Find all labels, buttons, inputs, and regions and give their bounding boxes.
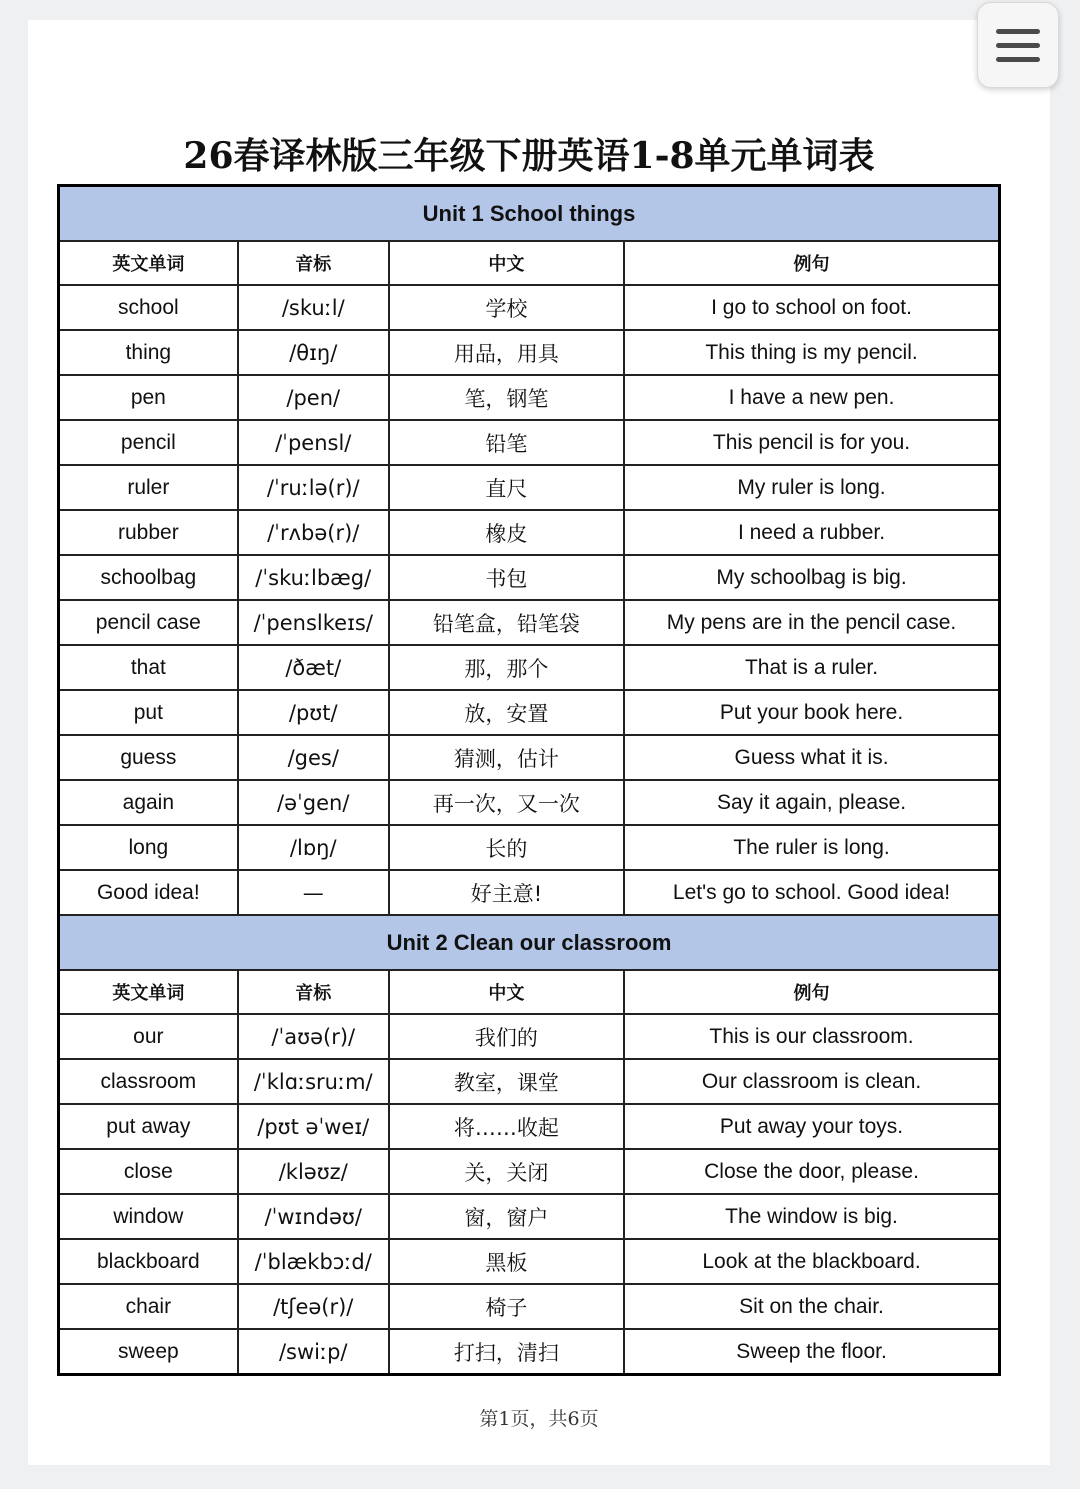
vocabulary-table [57, 184, 1001, 1376]
chinese-meaning-cell: 用品，用具 [389, 330, 624, 375]
english-word-cell: long [59, 825, 238, 870]
english-word-cell: window [59, 1194, 238, 1239]
chinese-meaning-cell: 书包 [389, 555, 624, 600]
phonetic-cell: /pʊt əˈweɪ/ [238, 1104, 389, 1149]
english-word-cell: thing [59, 330, 238, 375]
table-row [59, 780, 1000, 825]
example-sentence-cell: Let's go to school. Good idea! [624, 870, 999, 915]
example-sentence-cell: My ruler is long. [624, 465, 999, 510]
example-sentence-cell: My schoolbag is big. [624, 555, 999, 600]
chinese-meaning-cell: 铅笔 [389, 420, 624, 465]
table-row [59, 375, 1000, 420]
column-header: 例句 [624, 241, 999, 285]
english-word-cell: put [59, 690, 238, 735]
example-sentence-cell: Sweep the floor. [624, 1329, 999, 1375]
english-word-cell: close [59, 1149, 238, 1194]
table-row [59, 285, 1000, 330]
unit-header-row [59, 915, 1000, 970]
english-word-cell: classroom [59, 1059, 238, 1104]
table-row [59, 1194, 1000, 1239]
column-header: 音标 [238, 241, 389, 285]
example-sentence-cell: That is a ruler. [624, 645, 999, 690]
chinese-meaning-cell: 铅笔盒，铅笔袋 [389, 600, 624, 645]
english-word-cell: rubber [59, 510, 238, 555]
example-sentence-cell: Put away your toys. [624, 1104, 999, 1149]
chinese-meaning-cell: 好主意! [389, 870, 624, 915]
phonetic-cell: /ˈklɑːsruːm/ [238, 1059, 389, 1104]
chinese-meaning-cell: 关，关闭 [389, 1149, 624, 1194]
example-sentence-cell: Our classroom is clean. [624, 1059, 999, 1104]
menu-button[interactable] [977, 2, 1059, 88]
column-header: 英文单词 [59, 970, 238, 1014]
english-word-cell: again [59, 780, 238, 825]
english-word-cell: sweep [59, 1329, 238, 1375]
english-word-cell: blackboard [59, 1239, 238, 1284]
english-word-cell: pencil [59, 420, 238, 465]
phonetic-cell: /pʊt/ [238, 690, 389, 735]
phonetic-cell: /ˈaʊə(r)/ [238, 1014, 389, 1059]
phonetic-cell: /kləʊz/ [238, 1149, 389, 1194]
chinese-meaning-cell: 黑板 [389, 1239, 624, 1284]
english-word-cell: guess [59, 735, 238, 780]
table-row [59, 465, 1000, 510]
english-word-cell: schoolbag [59, 555, 238, 600]
example-sentence-cell: Guess what it is. [624, 735, 999, 780]
column-header-row [59, 970, 1000, 1014]
chinese-meaning-cell: 椅子 [389, 1284, 624, 1329]
english-word-cell: put away [59, 1104, 238, 1149]
example-sentence-cell: Put your book here. [624, 690, 999, 735]
example-sentence-cell: I go to school on foot. [624, 285, 999, 330]
hamburger-menu-icon-bar [996, 43, 1040, 48]
phonetic-cell: /tʃeə(r)/ [238, 1284, 389, 1329]
example-sentence-cell: Sit on the chair. [624, 1284, 999, 1329]
chinese-meaning-cell: 那，那个 [389, 645, 624, 690]
chinese-meaning-cell: 猜测，估计 [389, 735, 624, 780]
table-row [59, 1239, 1000, 1284]
chinese-meaning-cell: 将……收起 [389, 1104, 624, 1149]
table-row [59, 825, 1000, 870]
example-sentence-cell: This thing is my pencil. [624, 330, 999, 375]
chinese-meaning-cell: 教室，课堂 [389, 1059, 624, 1104]
english-word-cell: chair [59, 1284, 238, 1329]
phonetic-cell: /lɒŋ/ [238, 825, 389, 870]
example-sentence-cell: This is our classroom. [624, 1014, 999, 1059]
phonetic-cell: /ˈruːlə(r)/ [238, 465, 389, 510]
page-footer: 第1页，共6页 [479, 1408, 599, 1430]
chinese-meaning-cell: 再一次，又一次 [389, 780, 624, 825]
table-row [59, 870, 1000, 915]
table-row [59, 510, 1000, 555]
column-header: 中文 [389, 241, 624, 285]
example-sentence-cell: I need a rubber. [624, 510, 999, 555]
english-word-cell: Good idea! [59, 870, 238, 915]
chinese-meaning-cell: 打扫，清扫 [389, 1329, 624, 1375]
phonetic-cell: /ðæt/ [238, 645, 389, 690]
phonetic-cell: /θɪŋ/ [238, 330, 389, 375]
chinese-meaning-cell: 学校 [389, 285, 624, 330]
phonetic-cell: /pen/ [238, 375, 389, 420]
table-row [59, 645, 1000, 690]
phonetic-cell: /əˈgen/ [238, 780, 389, 825]
chinese-meaning-cell: 长的 [389, 825, 624, 870]
hamburger-menu-icon [996, 29, 1040, 34]
chinese-meaning-cell: 笔，钢笔 [389, 375, 624, 420]
phonetic-cell: /ˈpensl/ [238, 420, 389, 465]
unit-title: Unit 2 Clean our classroom [59, 915, 1000, 970]
example-sentence-cell: Say it again, please. [624, 780, 999, 825]
table-row [59, 735, 1000, 780]
chinese-meaning-cell: 我们的 [389, 1014, 624, 1059]
table-row [59, 420, 1000, 465]
table-row [59, 1059, 1000, 1104]
column-header: 英文单词 [59, 241, 238, 285]
phonetic-cell: /ˈwɪndəʊ/ [238, 1194, 389, 1239]
chinese-meaning-cell: 窗，窗户 [389, 1194, 624, 1239]
english-word-cell: ruler [59, 465, 238, 510]
phonetic-cell: /swiːp/ [238, 1329, 389, 1375]
table-row [59, 690, 1000, 735]
page-title: 26春译林版三年级下册英语1-8单元单词表 [183, 135, 875, 177]
table-row [59, 330, 1000, 375]
column-header: 音标 [238, 970, 389, 1014]
example-sentence-cell: The ruler is long. [624, 825, 999, 870]
phonetic-cell: /ˈrʌbə(r)/ [238, 510, 389, 555]
column-header-row [59, 241, 1000, 285]
example-sentence-cell: The window is big. [624, 1194, 999, 1239]
phonetic-cell: /skuːl/ [238, 285, 389, 330]
english-word-cell: pencil case [59, 600, 238, 645]
phonetic-cell: /ˈblækbɔːd/ [238, 1239, 389, 1284]
english-word-cell: that [59, 645, 238, 690]
chinese-meaning-cell: 橡皮 [389, 510, 624, 555]
example-sentence-cell: Close the door, please. [624, 1149, 999, 1194]
example-sentence-cell: I have a new pen. [624, 375, 999, 420]
phonetic-cell: — [238, 870, 389, 915]
phonetic-cell: /ˈpenslkeɪs/ [238, 600, 389, 645]
column-header: 例句 [624, 970, 999, 1014]
unit-header-row [59, 186, 1000, 242]
table-row [59, 600, 1000, 645]
example-sentence-cell: My pens are in the pencil case. [624, 600, 999, 645]
example-sentence-cell: Look at the blackboard. [624, 1239, 999, 1284]
table-row [59, 1149, 1000, 1194]
english-word-cell: school [59, 285, 238, 330]
phonetic-cell: /ˈskuːlbæg/ [238, 555, 389, 600]
table-row [59, 1284, 1000, 1329]
unit-title: Unit 1 School things [59, 186, 1000, 242]
example-sentence-cell: This pencil is for you. [624, 420, 999, 465]
table-row [59, 555, 1000, 600]
english-word-cell: pen [59, 375, 238, 420]
column-header: 中文 [389, 970, 624, 1014]
chinese-meaning-cell: 直尺 [389, 465, 624, 510]
hamburger-menu-icon-bar [996, 57, 1040, 62]
table-row [59, 1104, 1000, 1149]
chinese-meaning-cell: 放，安置 [389, 690, 624, 735]
english-word-cell: our [59, 1014, 238, 1059]
table-row [59, 1329, 1000, 1375]
table-row [59, 1014, 1000, 1059]
phonetic-cell: /ges/ [238, 735, 389, 780]
